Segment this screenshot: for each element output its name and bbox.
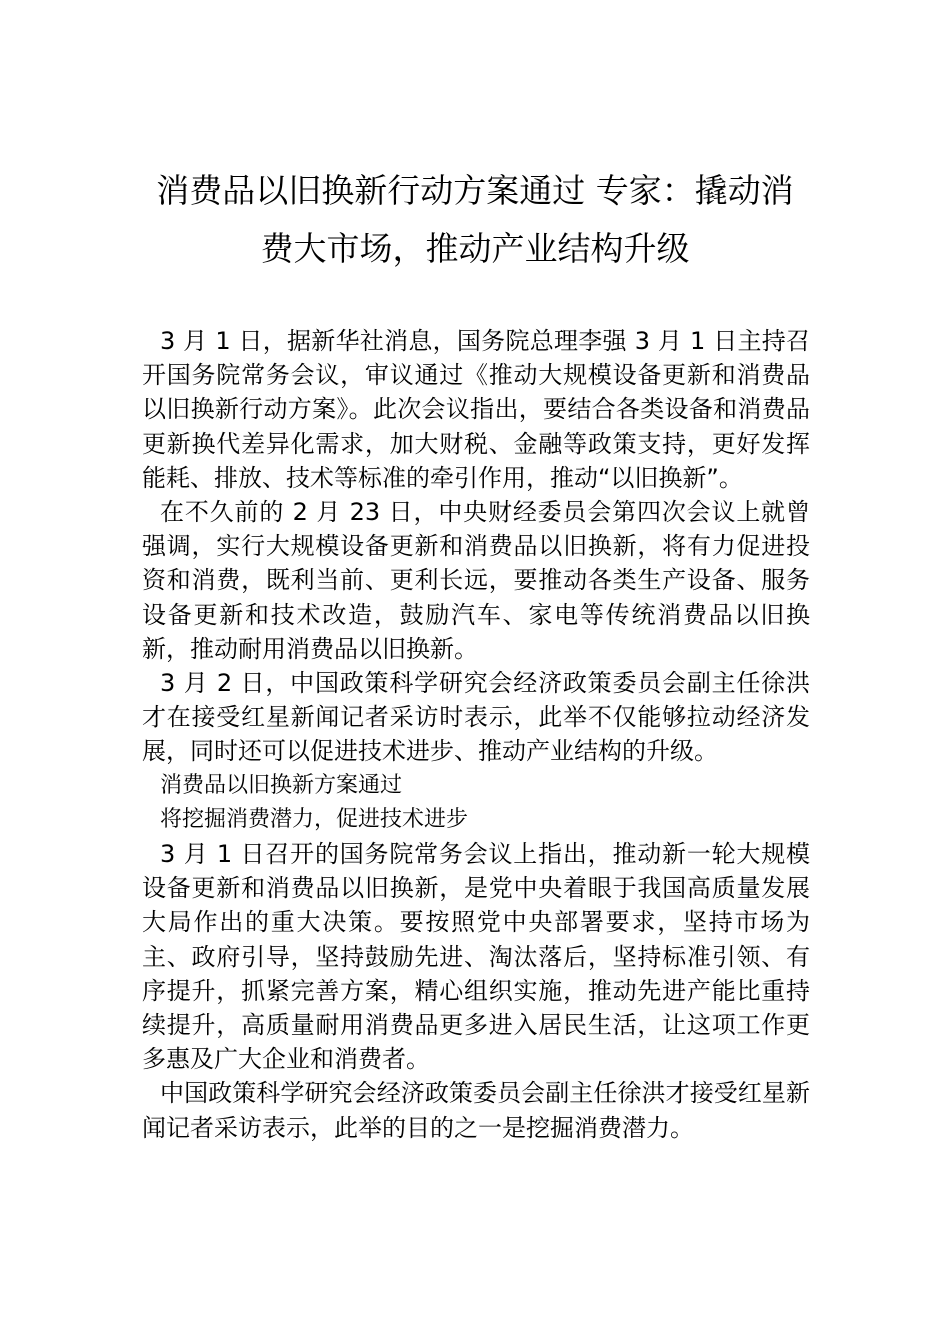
- paragraph-1: 3 月 1 日，据新华社消息，国务院总理李强 3 月 1 日主持召开国务院常务会议，审议通过《推动大规模设备更新和消费品以旧换新行动方案》。此次会议指出，要结合各类设备和消费品更新换代差异化需求，加大财税、金融等政策支持，更好发挥能耗、排放、技术等标准的牵引作用，推动“以旧换新”。: [142, 327, 810, 492]
- document-title: 消费品以旧换新行动方案通过 专家：撬动消费大市场，推动产业结构升级: [156, 171, 794, 268]
- document-body: [142, 324, 810, 1145]
- paragraph-2: 在不久前的 2 月 23 日，中央财经委员会第四次会议上就曾强调，实行大规模设备更新和消费品以旧换新，将有力促进投资和消费，既利当前、更利长远，要推动各类生产设备、服务设备更新和技术改造，鼓励汽车、家电等传统消费品以旧换新，推动耐用消费品以旧换新。: [142, 498, 810, 663]
- subheading-1: 消费品以旧换新方案通过: [160, 772, 403, 798]
- paragraph-5: 中国政策科学研究会经济政策委员会副主任徐洪才接受红星新闻记者采访表示，此举的目的之一是挖掘消费潜力。: [142, 1079, 810, 1142]
- paragraph-3: 3 月 2 日，中国政策科学研究会经济政策委员会副主任徐洪才在接受红星新闻记者采访时表示，此举不仅能够拉动经济发展，同时还可以促进技术进步、推动产业结构的升级。: [142, 669, 810, 766]
- subheading-2: 将挖掘消费潜力，促进技术进步: [160, 806, 469, 832]
- paragraph-4: 3 月 1 日召开的国务院常务会议上指出，推动新一轮大规模设备更新和消费品以旧换新，是党中央着眼于我国高质量发展大局作出的重大决策。要按照党中央部署要求，坚持市场为主、政府引导，坚持鼓励先进、淘汰落后，坚持标准引领、有序提升，抓紧完善方案，精心组织实施，推动先进产能比重持续提升，高质量耐用消费品更多进入居民生活，让这项工作更多惠及广大企业和消费者。: [142, 840, 810, 1074]
